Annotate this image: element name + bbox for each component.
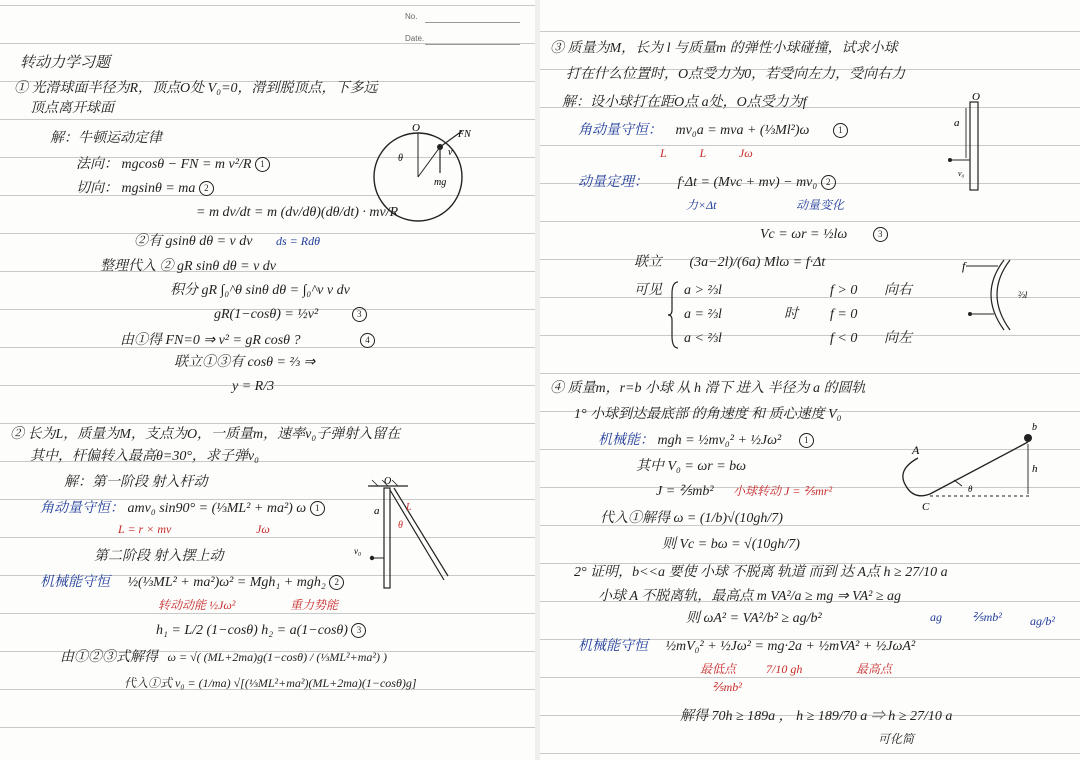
fig4-label-C: C: [922, 501, 930, 513]
p1-y-result: y = R/3: [232, 379, 275, 394]
p3-curve-figure: [964, 252, 1044, 336]
page-title: 转动力学习题: [20, 55, 111, 71]
fig4-label-b: b: [1032, 422, 1037, 433]
p1-substitute: 整理代入 ② gR sinθ dθ = v dv: [100, 259, 277, 274]
date-label: Date.: [405, 34, 425, 43]
fig4-label-A: A: [912, 443, 920, 457]
p4-under-gh: 7/10 gh: [766, 662, 803, 676]
p4-energy2: 机械能守恒 ½mV₀² + ½Jω² = mg·2a + ½mVA² + ½JωA²: [578, 639, 916, 654]
p2-line2: 其中，杆偏转入最高θ=30°，求子弹v₀: [30, 449, 260, 464]
p2-line1: ② 长为L，质量为M，支点为O，一质量m，速率v₀子弹射入留在: [10, 427, 401, 442]
p3-mom-underline1: 力×Δt: [686, 198, 717, 212]
p4-inertia: J = ⅖mb² 小球转动 J = ⅖mr²: [656, 484, 833, 499]
p4-label-ag: ag: [930, 610, 942, 624]
p1-eq-tangent: 切向： mgsinθ = ma 2: [76, 180, 214, 198]
p3-am-underline: L L Jω: [660, 146, 753, 160]
p1-note-by2: ②有 gsinθ dθ = v dv ds = Rdθ: [134, 234, 320, 249]
p2-rod-figure: [348, 478, 468, 598]
p1-eq-radial: 法向： mgcosθ − FN = m v²/R 1: [76, 156, 270, 174]
p3-case3: a < ⅔l f < 0 向左: [684, 331, 912, 346]
fig3b-label-f: f: [962, 259, 966, 273]
fig2-label-O: O: [384, 476, 392, 487]
p1-fn-zero: 由①得 FN=0 ⇒ v² = gR cosθ ? 4: [120, 332, 375, 350]
rod-vertical: [384, 488, 390, 588]
no-label: No.: [405, 12, 418, 21]
p1-result: gR(1−cosθ) = ½v² 3: [214, 306, 367, 324]
sliding-mass: [437, 144, 443, 150]
fig1-label-mg: mg: [434, 177, 447, 188]
date-line: [425, 44, 520, 45]
bullet: [370, 556, 374, 560]
p4-final-note: 可化简: [878, 732, 915, 746]
p4-q1: 1° 小球到达最底部 的角速度 和 质心速度 V₀: [574, 407, 842, 422]
p1-line2: 顶点离开球面: [30, 101, 114, 116]
p4-energy: 机械能： mgh = ½mv₀² + ½Jω² 1: [598, 432, 814, 450]
p4-line1: ④ 质量m，r=b 小球 从 h 滑下 进入 半径为 a 的圆轨: [550, 381, 866, 396]
p4-label-mb: ⅖mb²: [972, 610, 1002, 624]
p1-integrate: 积分 gR ∫₀^θ sinθ dθ = ∫₀^v v dv: [170, 283, 350, 298]
fig1-label-theta: θ: [398, 153, 403, 164]
p2-angular-momentum: 角动量守恒： amv₀ sin90° = (⅓ML² + ma²) ω 1: [40, 500, 325, 518]
incline: [930, 442, 1028, 494]
p1-note-ds: ds = Rdθ: [275, 234, 320, 248]
fig4-label-theta: θ: [968, 484, 973, 494]
p4-under-mb: ⅖mb²: [712, 680, 742, 694]
p1-solution-label: 解：牛顿运动定律: [50, 131, 162, 146]
p2-me-underline1: 转动动能 ½Jω²: [158, 598, 236, 612]
p3-line1: ③ 质量为M，长为 l 与质量m 的弹性小球碰撞，试求小球: [550, 41, 898, 56]
p3-momentum-theorem: 动量定理： f·Δt = (Mvc + mv) − mv₀ 2: [578, 174, 836, 192]
p3-case2: a = ⅔l 时 f = 0: [684, 307, 858, 322]
ball: [948, 158, 952, 162]
p4-label-ag-b: ag/b²: [1030, 614, 1055, 628]
p4-vc: 其中 V₀ = ωr = bω: [636, 459, 747, 474]
p2-heights: h₁ = L/2 (1−cosθ) h₂ = a(1−cosθ) 3: [156, 622, 366, 640]
p4-solve-omega: 代入①解得 ω = (1/b)√(10gh/7): [600, 511, 783, 526]
fig1-label-v: v: [448, 147, 453, 158]
p1-sphere-figure: [370, 122, 471, 225]
p2-me-underline2: 重力势能: [290, 598, 339, 612]
p2-substitute: 代入①式 v₀ = (1/ma) √[(⅓ML²+ma²)(ML+2ma)(1−cosθ)g]: [124, 676, 417, 690]
hanging-rod: [970, 102, 978, 190]
fig2-label-a: a: [374, 505, 380, 517]
fig3-label-O: O: [972, 91, 980, 103]
p1-eq-chain: = m dv/dt = m (dv/dθ)(dθ/dt) · mv/R: [196, 205, 399, 220]
fig3-label-v: v₀: [958, 169, 965, 178]
tilted-radius: [418, 147, 440, 177]
p2-am-underline: L = r × mv: [118, 522, 172, 536]
angle-mark: [954, 480, 962, 486]
p4-condition: 小球 A 不脱离轨，最高点 m VA²/a ≥ mg ⇒ VA² ≥ ag: [598, 589, 902, 604]
p3-cases-label: 可见: [634, 283, 662, 298]
p3-mom-underline2: 动量变化: [796, 198, 845, 212]
p4-under-lowest: 最低点: [700, 662, 737, 676]
p3-angular-momentum: 角动量守恒： mv₀a = mva + (⅓Ml²)ω 1: [578, 122, 848, 140]
fig2-label-v0: v₀: [354, 546, 362, 556]
fig3b-label-frac: ⅔l: [1018, 290, 1028, 300]
p4-final: 解得 70h ≥ 189a ， h ≥ 189/70 a ⇒ h ≥ 27/10 a: [680, 709, 953, 724]
p2-solution-label: 解：第一阶段 射入杆动: [64, 475, 208, 490]
p4-q2: 2° 证明，b<<a 要使 小球 不脱离 轨道 而到 达 A点 h ≥ 27/10 a: [574, 565, 948, 580]
loop-track: [903, 458, 930, 496]
fig3-label-a: a: [954, 117, 960, 129]
p4-under-highest: 最高点: [856, 662, 893, 676]
p1-combine: 联立①③有 cosθ = ⅔ ⇒: [174, 355, 316, 370]
rolling-ball: [1024, 434, 1032, 442]
fig2-label-theta: θ: [398, 520, 403, 531]
p4-vc-result: 则 Vc = bω = √(10gh/7): [662, 537, 800, 552]
p3-vc: Vc = ωr = ½lω 3: [760, 226, 888, 244]
p3-solution-label: 解：设小球打在距O点 a处，O点受力为f: [562, 95, 807, 110]
p2-mech-energy: 机械能守恒 ½(⅓ML² + ma²)ω² = Mgh₁ + mgh₂ 2: [40, 574, 344, 592]
right-notebook-page: [540, 0, 1080, 760]
fig1-label-FN: FN: [458, 129, 471, 140]
p3-combine: 联立 (3a−2l)/(6a) Mlω = f·Δt: [634, 255, 826, 270]
p4-omega-a: 则 ωA² = VA²/b² ≥ ag/b²: [686, 611, 822, 626]
curve-inner: [997, 260, 1010, 330]
fig4-label-h: h: [1032, 463, 1038, 475]
p4-ramp-figure: [892, 420, 1042, 520]
p3-cases-brace: [670, 280, 680, 350]
p3-rod-figure: [948, 91, 1008, 196]
p3-case1: a > ⅔l f > 0 向右: [684, 283, 912, 298]
no-line: [425, 22, 520, 23]
p2-solve: 由①②③式解得 ω = √( (ML+2ma)g(1−cosθ) / (⅓ML²+ma²) ): [60, 650, 388, 665]
p2-am-underline2: Jω: [256, 522, 270, 536]
fig1-label-O: O: [412, 122, 420, 134]
p1-line1: ① 光滑球面半径为R，顶点O处 V₀=0，滑到脱顶点，下多远: [14, 81, 378, 96]
fig2-label-L: L: [406, 502, 412, 513]
rod-deflected: [390, 490, 444, 580]
p2-stage2: 第二阶段 射入摆上动: [94, 549, 224, 564]
left-notebook-page: [0, 0, 535, 760]
p3-line2: 打在什么位置时，O点受力为0，若受向左力，受向右力: [566, 67, 906, 82]
